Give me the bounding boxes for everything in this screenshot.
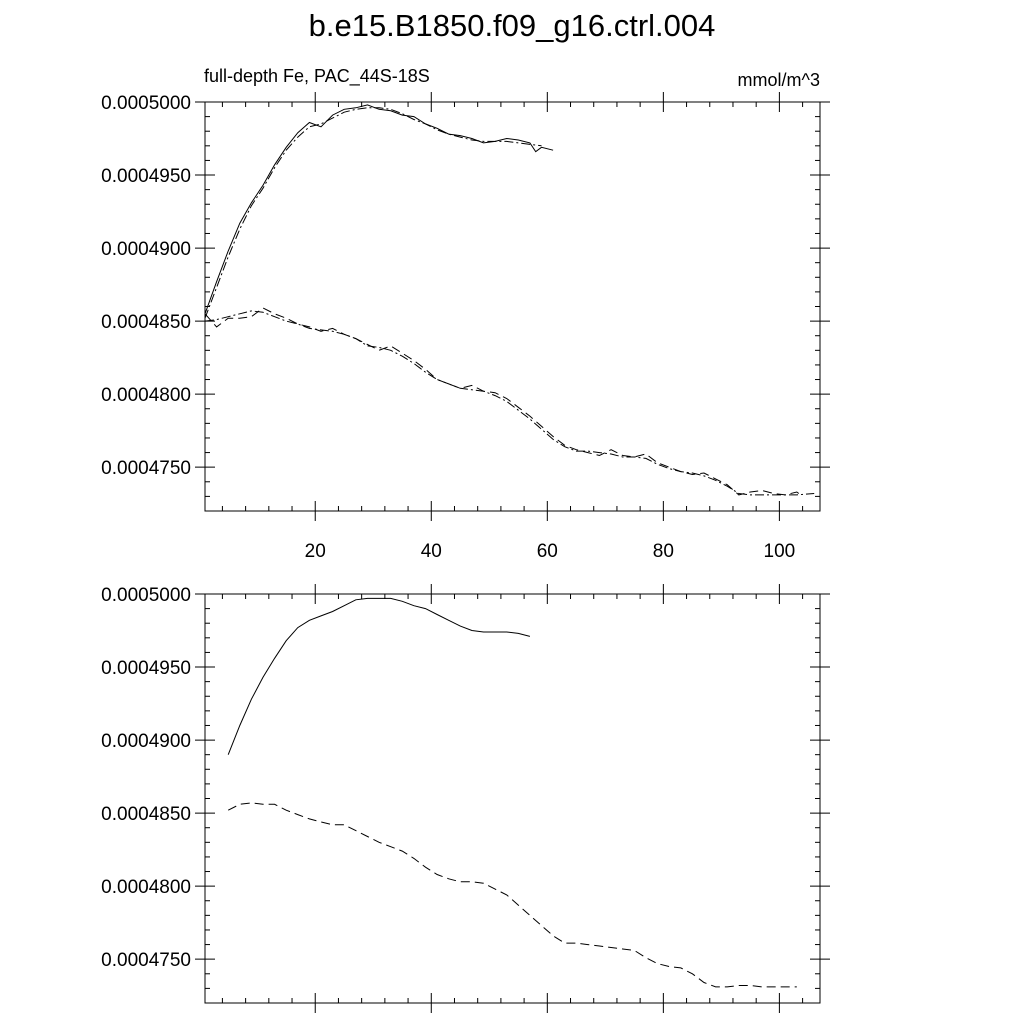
top-panel-x-tick-label: 80: [652, 541, 674, 562]
top-panel-x-tick-label: 60: [536, 541, 558, 562]
top-panel-y-tick-label: 0.0004900: [101, 239, 191, 261]
bottom-panel-series-2-line: [228, 803, 797, 987]
top-panel-series-4-line: [205, 311, 814, 495]
bottom-panel-series-1-line: [228, 598, 530, 754]
top-panel: [101, 66, 830, 562]
bottom-panel-y-tick-label: 0.0004850: [101, 804, 191, 826]
bottom-panel-y-tick-label: 0.0005000: [101, 585, 191, 606]
bottom-panel: [101, 584, 830, 1013]
top-panel-series-3-line: [205, 308, 803, 496]
top-panel-x-tick-label: 100: [763, 541, 796, 562]
top-panel-y-tick-label: 0.0004750: [101, 458, 191, 480]
top-panel-y-tick-label: 0.0004850: [101, 312, 191, 334]
top-panel-x-tick-label: 40: [420, 541, 442, 562]
top-panel-x-tick-label: 20: [304, 541, 326, 562]
top-panel-series-1-line: [205, 105, 553, 314]
top-panel-y-tick-label: 0.0005000: [101, 93, 191, 114]
top-panel-y-tick-label: 0.0004950: [101, 166, 191, 188]
figure-title: b.e15.B1850.f09_g16.ctrl.004: [308, 8, 716, 43]
bottom-panel-y-tick-label: 0.0004950: [101, 658, 191, 680]
top-panel-units-label: mmol/m^3: [737, 70, 820, 90]
bottom-panel-y-tick-label: 0.0004800: [101, 877, 191, 899]
top-panel-frame: [205, 102, 820, 511]
top-panel-subtitle-left: full-depth Fe, PAC_44S-18S: [204, 66, 430, 86]
top-panel-series-2-line: [205, 108, 542, 318]
bottom-panel-frame: [205, 594, 820, 1003]
bottom-panel-y-tick-label: 0.0004750: [101, 950, 191, 972]
top-panel-y-tick-label: 0.0004800: [101, 385, 191, 407]
bottom-panel-y-tick-label: 0.0004900: [101, 731, 191, 753]
